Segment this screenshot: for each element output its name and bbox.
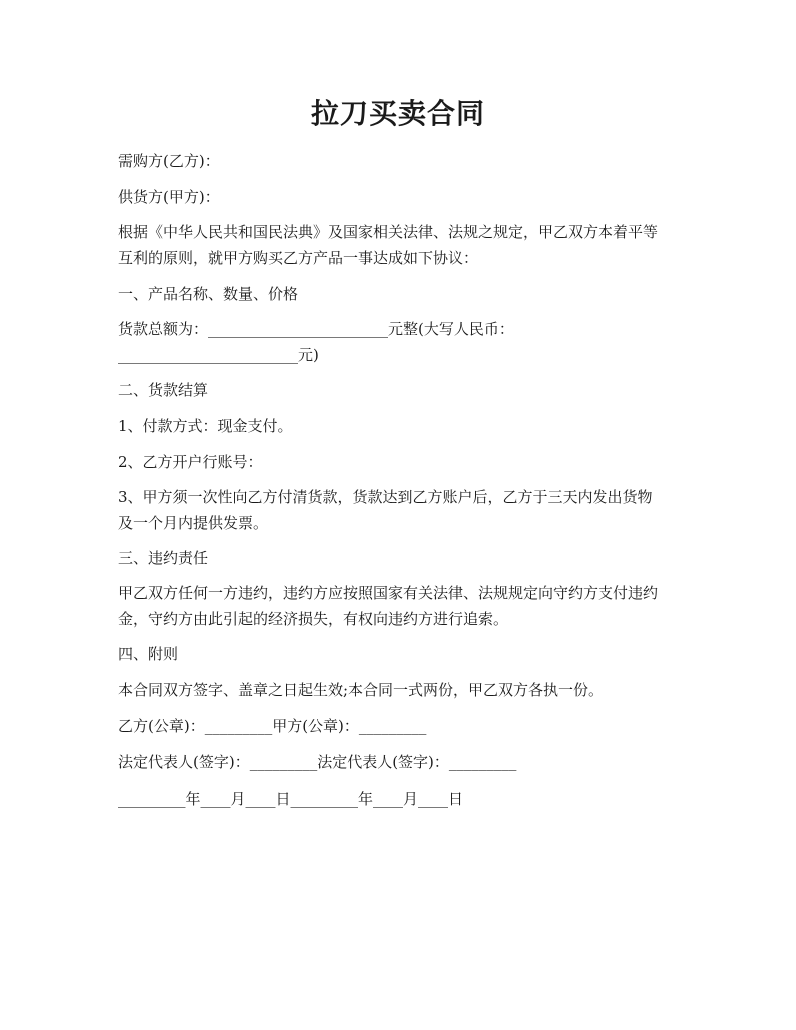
buyer-line: 需购方(乙方)：	[118, 152, 220, 170]
amount-line-1: 货款总额为：________________________元整(大写人民币：	[118, 320, 514, 338]
document-title: 拉刀买卖合同	[310, 97, 485, 130]
annex-line: 本合同双方签字、盖章之日起生效;本合同一式两份，甲乙双方各执一份。	[118, 681, 604, 699]
payment-item-3-line-1: 3、甲方须一次性向乙方付清货款，货款达到乙方账户后，乙方于三天内发出货物	[118, 488, 653, 506]
section-heading-4: 四、附则	[118, 645, 179, 663]
amount-line-2: ________________________元)	[118, 346, 319, 364]
section-heading-3: 三、违约责任	[118, 549, 209, 567]
payment-item-1: 1、付款方式：现金支付。	[118, 417, 293, 435]
payment-item-3-line-2: 及一个月内提供发票。	[118, 514, 269, 532]
section-heading-1: 一、产品名称、数量、价格	[118, 285, 299, 303]
date-line: _________年____月____日_________年____月____日	[118, 790, 464, 808]
seal-line: 乙方(公章)：_________甲方(公章)：_________	[118, 717, 427, 735]
breach-line-1: 甲乙双方任何一方违约，违约方应按照国家有关法律、法规规定向守约方支付违约	[118, 584, 659, 602]
preamble-line-1: 根据《中华人民共和国民法典》及国家相关法律、法规之规定，甲乙双方本着平等	[118, 223, 659, 241]
seller-line: 供货方(甲方)：	[118, 188, 220, 206]
preamble-line-2: 互利的原则，就甲方购买乙方产品一事达成如下协议：	[118, 249, 479, 267]
section-heading-2: 二、货款结算	[118, 381, 209, 399]
breach-line-2: 金，守约方由此引起的经济损失，有权向违约方进行追索。	[118, 610, 509, 628]
representative-line: 法定代表人(签字)：_________法定代表人(签字)：_________	[118, 753, 517, 771]
payment-item-2: 2、乙方开户行账号：	[118, 453, 263, 471]
